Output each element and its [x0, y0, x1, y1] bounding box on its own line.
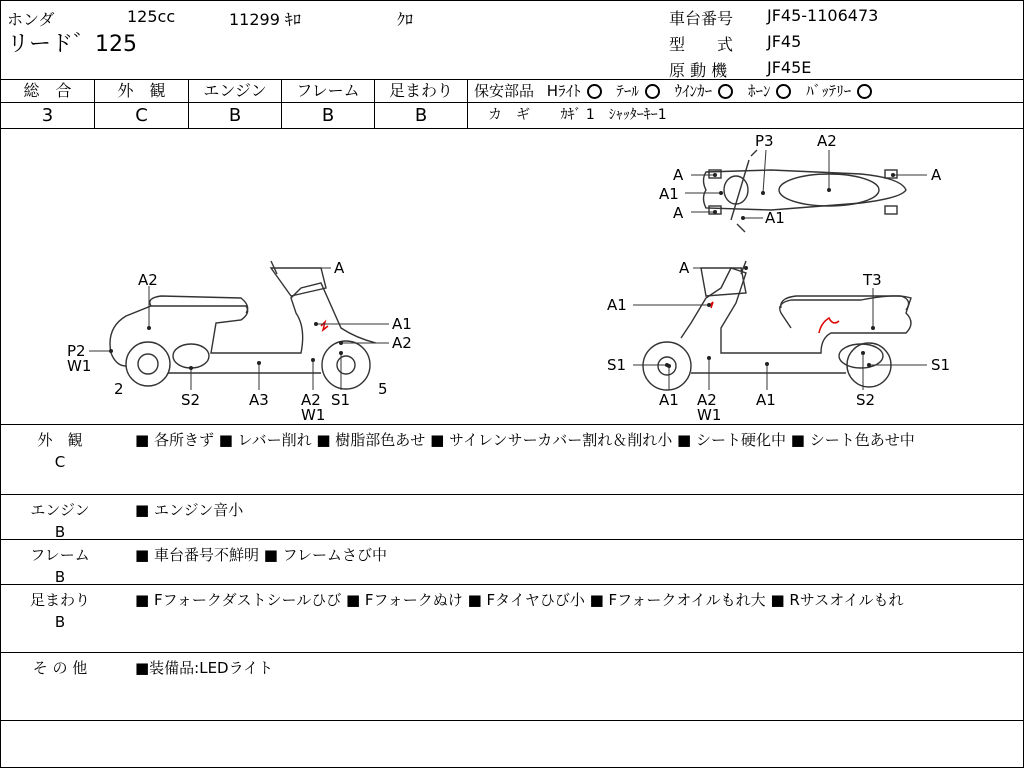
mileage: 11299 ｷﾛ — [229, 10, 301, 29]
diag-label: A — [931, 166, 942, 184]
diag-label: W1 — [697, 406, 722, 424]
diag-label: W1 — [301, 406, 326, 424]
engine-label: 原 動 機 — [669, 61, 728, 80]
grade-label: エンジン — [189, 80, 281, 103]
ok-circle-icon — [718, 84, 733, 99]
damage-diagram — [1, 128, 1023, 425]
diag-label: S1 — [607, 356, 627, 374]
engine-value: JF45E — [767, 58, 812, 77]
diag-label: A — [334, 259, 345, 277]
grade-frame — [282, 80, 375, 128]
diag-label: A1 — [756, 391, 776, 409]
note-frame — [1, 540, 1023, 585]
note-category: 足まわり — [29, 591, 90, 609]
diag-label: A2 — [301, 391, 321, 409]
grade-row — [1, 79, 1023, 129]
grade-label: 総 合 — [1, 80, 94, 103]
key-value: ｶｷﾞ 1 ｼｬｯﾀｰｷｰ1 — [560, 107, 667, 123]
note-grade: C — [54, 453, 66, 471]
note-other — [1, 653, 1023, 721]
note-grade: B — [54, 523, 66, 541]
grade-label: 外 観 — [95, 80, 188, 103]
type-value: JF45 — [767, 32, 802, 51]
displacement: 125cc — [127, 7, 176, 26]
grade-value: C — [135, 105, 148, 126]
note-category: そ の 他 — [32, 659, 88, 677]
ok-circle-icon — [857, 84, 872, 99]
diag-label: A — [673, 204, 684, 222]
diag-label: S1 — [931, 356, 951, 374]
diag-label: A2 — [817, 132, 837, 150]
diag-label: P2 — [67, 342, 86, 360]
safety-parts — [468, 80, 1023, 128]
ok-circle-icon — [645, 84, 660, 99]
scooter-diagram — [1, 128, 1023, 424]
diag-label: P3 — [755, 132, 774, 150]
frame-no-label: 車台番号 — [669, 9, 734, 28]
diag-label: A1 — [607, 296, 627, 314]
grade-label: 足まわり — [375, 80, 467, 103]
safety-item-winker: ｳｲﾝｶｰ — [674, 82, 713, 100]
diag-label: A1 — [659, 391, 679, 409]
note-category: 外 観 — [37, 431, 83, 449]
diag-label: 5 — [378, 380, 388, 398]
safety-item-horn: ﾎｰﾝ — [747, 82, 771, 100]
note-text: ■ 車台番号不鮮明 ■ フレームさび中 — [135, 546, 388, 564]
safety-title: 保安部品 — [474, 82, 535, 100]
diag-label: A2 — [392, 334, 412, 352]
note-text: ■ Fフォークダストシールひび ■ Fフォークぬけ ■ Fタイヤひび小 ■ Fフォークオイルもれ大 ■ Rサスオイルもれ — [135, 591, 904, 609]
grade-value: B — [228, 105, 242, 126]
frame-no: JF45-1106473 — [767, 6, 879, 25]
scooter-top-view — [704, 150, 907, 232]
note-text: ■装備品:LEDライト — [135, 659, 274, 677]
diag-label: A2 — [138, 271, 158, 289]
grade-exterior — [95, 80, 189, 128]
grade-total — [1, 80, 95, 128]
diag-label: A2 — [697, 391, 717, 409]
diag-label: S2 — [856, 391, 876, 409]
grade-value: B — [414, 105, 428, 126]
safety-item-tail: ﾃｰﾙ — [616, 82, 639, 100]
diag-label: A1 — [765, 209, 785, 227]
ok-circle-icon — [587, 84, 602, 99]
grade-value: B — [321, 105, 335, 126]
note-text: ■ 各所きず ■ レバー削れ ■ 樹脂部色あせ ■ サイレンサーカバー割れ＆削れ小 ■ シート硬化中 ■ シート色あせ中 — [135, 431, 915, 449]
note-suspension — [1, 585, 1023, 653]
grade-engine — [189, 80, 282, 128]
diag-label: S2 — [181, 391, 201, 409]
safety-item-headlight: Hﾗｲﾄ — [546, 82, 581, 100]
diag-label: A — [673, 166, 684, 184]
diag-label: A — [679, 259, 690, 277]
color: ｸﾛ — [397, 10, 414, 29]
note-exterior — [1, 425, 1023, 495]
note-engine — [1, 495, 1023, 540]
note-grade: B — [54, 613, 66, 631]
note-grade: B — [54, 568, 66, 586]
grade-value: 3 — [41, 105, 54, 126]
diag-label: A1 — [392, 315, 412, 333]
note-category: エンジン — [30, 501, 90, 519]
diag-label: A1 — [659, 185, 679, 203]
diag-label: A3 — [249, 391, 269, 409]
grade-label: フレーム — [282, 80, 374, 103]
grade-suspension — [375, 80, 468, 128]
note-text: ■ エンジン音小 — [135, 501, 244, 519]
maker: ホンダ — [7, 10, 55, 29]
key-label: カ ギ — [488, 107, 530, 123]
note-category: フレーム — [30, 546, 90, 564]
safety-item-battery: ﾊﾞｯﾃﾘｰ — [806, 82, 852, 100]
diag-label: 2 — [114, 380, 124, 398]
ok-circle-icon — [776, 84, 791, 99]
diag-label: W1 — [67, 357, 92, 375]
diag-label: T3 — [863, 271, 882, 289]
model-name: リード゛125 — [7, 32, 137, 57]
type-label: 型 式 — [669, 35, 734, 54]
diag-label: S1 — [331, 391, 351, 409]
